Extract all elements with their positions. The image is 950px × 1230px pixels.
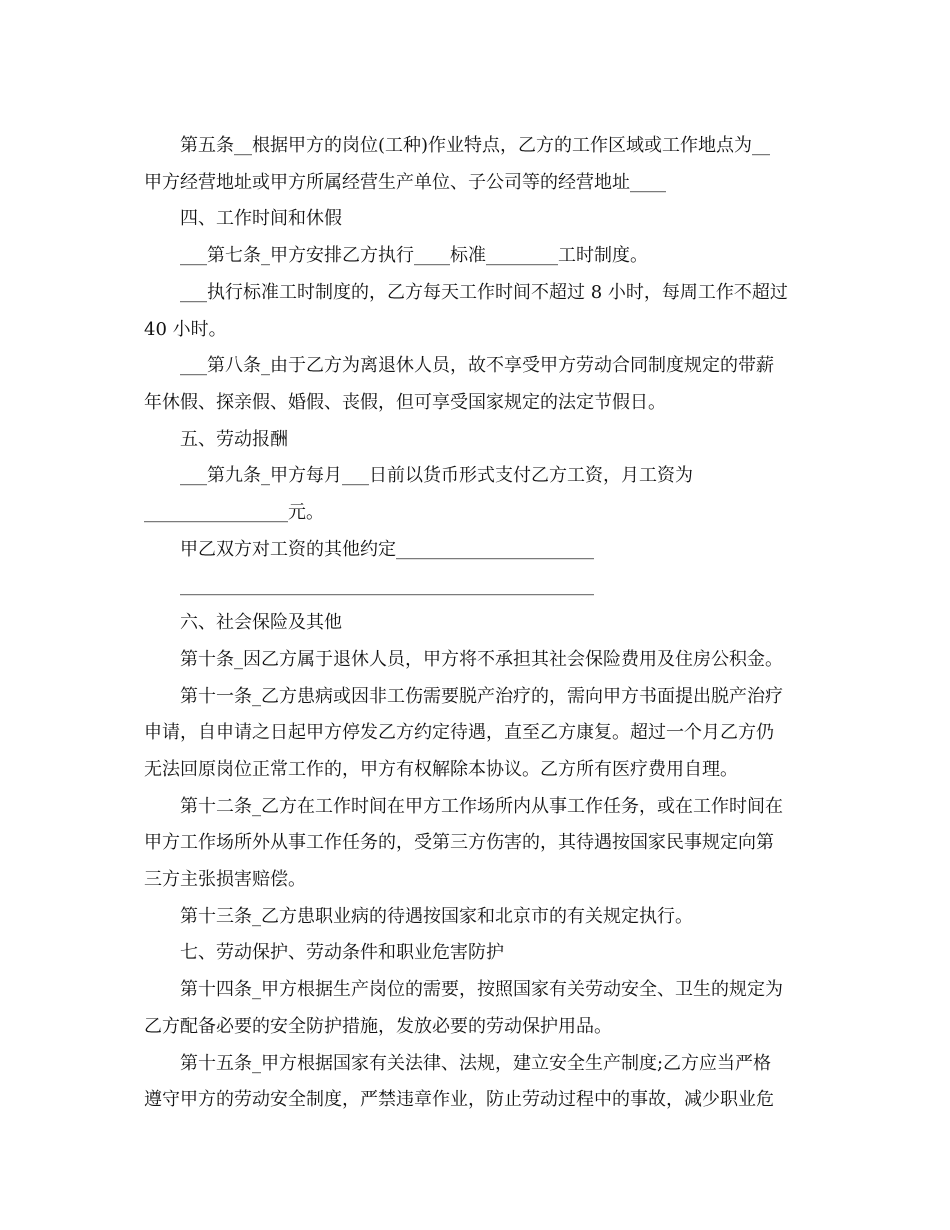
text-line: 甲方工作场所外从事工作任务的，受第三方伤害的，其待遇按国家民事规定向第 (144, 832, 774, 854)
heading-text: 七、劳动保护、劳动条件和职业危害防护 (180, 942, 504, 964)
paragraph-article-10 (144, 642, 808, 679)
text-line: ___第八条_由于乙方为离退休人员，故不享受甲方劳动合同制度规定的带薪 (180, 355, 774, 377)
text-line: 申请，自申请之日起甲方停发乙方约定待遇，直至乙方康复。超过一个月乙方仍 (144, 722, 774, 744)
document-body (144, 128, 808, 1119)
paragraph-article-9 (144, 458, 808, 531)
text-line: ___第七条_甲方安排乙方执行____标准________工时制度。 (180, 245, 648, 267)
section-heading-5 (144, 422, 808, 459)
text-line: 第十二条_乙方在工作时间在甲方工作场所内从事工作任务，或在工作时间在 (180, 795, 783, 817)
text-line: 第五条__根据甲方的岗位(工种)作业特点，乙方的工作区域或工作地点为__ (180, 135, 771, 156)
paragraph-article-5 (144, 128, 808, 201)
section-heading-4 (144, 201, 808, 238)
heading-text: 四、工作时间和休假 (180, 208, 342, 230)
paragraph-article-11 (144, 679, 808, 789)
text-line: 第十条_因乙方属于退休人员，甲方将不承担其社会保险费用及住房公积金。 (180, 648, 783, 670)
text-line: ________________元。 (144, 502, 324, 524)
text-line: ___执行标准工时制度的，乙方每天工作时间不超过 8 小时，每周工作不超过 (180, 281, 788, 303)
text-line: ___第九条_甲方每月___日前以货币形式支付乙方工资，月工资为 (180, 465, 693, 487)
text-line: 乙方配备必要的安全防护措施，发放必要的劳动保护用品。 (144, 1015, 612, 1037)
text-line: 甲乙双方对工资的其他约定______________________ (180, 538, 594, 560)
section-heading-7 (144, 935, 808, 972)
section-heading-6 (144, 605, 808, 642)
text-line: ______________________________________________ (180, 575, 594, 597)
text-line: 40 小时。 (144, 318, 227, 340)
text-line: 无法回原岗位正常工作的，甲方有权解除本协议。乙方所有医疗费用自理。 (144, 758, 738, 780)
paragraph-article-13 (144, 899, 808, 936)
paragraph-article-8 (144, 348, 808, 421)
text-line: 甲方经营地址或甲方所属经营生产单位、子公司等的经营地址____ (144, 171, 666, 193)
paragraph-standard-hours (144, 275, 808, 348)
paragraph-salary-other (144, 532, 808, 605)
text-line: 遵守甲方的劳动安全制度，严禁违章作业，防止劳动过程中的事故，减少职业危 (144, 1089, 774, 1111)
paragraph-article-15 (144, 1046, 808, 1119)
text-line: 第十一条_乙方患病或因非工伤需要脱产治疗的，需向甲方书面提出脱产治疗 (180, 685, 783, 707)
paragraph-article-12 (144, 789, 808, 899)
text-line: 第十五条_甲方根据国家有关法律、法规，建立安全生产制度;乙方应当严格 (180, 1052, 772, 1074)
paragraph-article-14 (144, 972, 808, 1045)
heading-text: 五、劳动报酬 (180, 428, 288, 450)
heading-text: 六、社会保险及其他 (180, 612, 342, 634)
text-line: 第十四条_甲方根据生产岗位的需要，按照国家有关劳动安全、卫生的规定为 (180, 979, 783, 1001)
text-line: 三方主张损害赔偿。 (144, 869, 306, 891)
paragraph-article-7 (144, 238, 808, 275)
text-line: 年休假、探亲假、婚假、丧假，但可享受国家规定的法定节假日。 (144, 391, 666, 413)
text-line: 第十三条_乙方患职业病的待遇按国家和北京市的有关规定执行。 (180, 905, 693, 927)
